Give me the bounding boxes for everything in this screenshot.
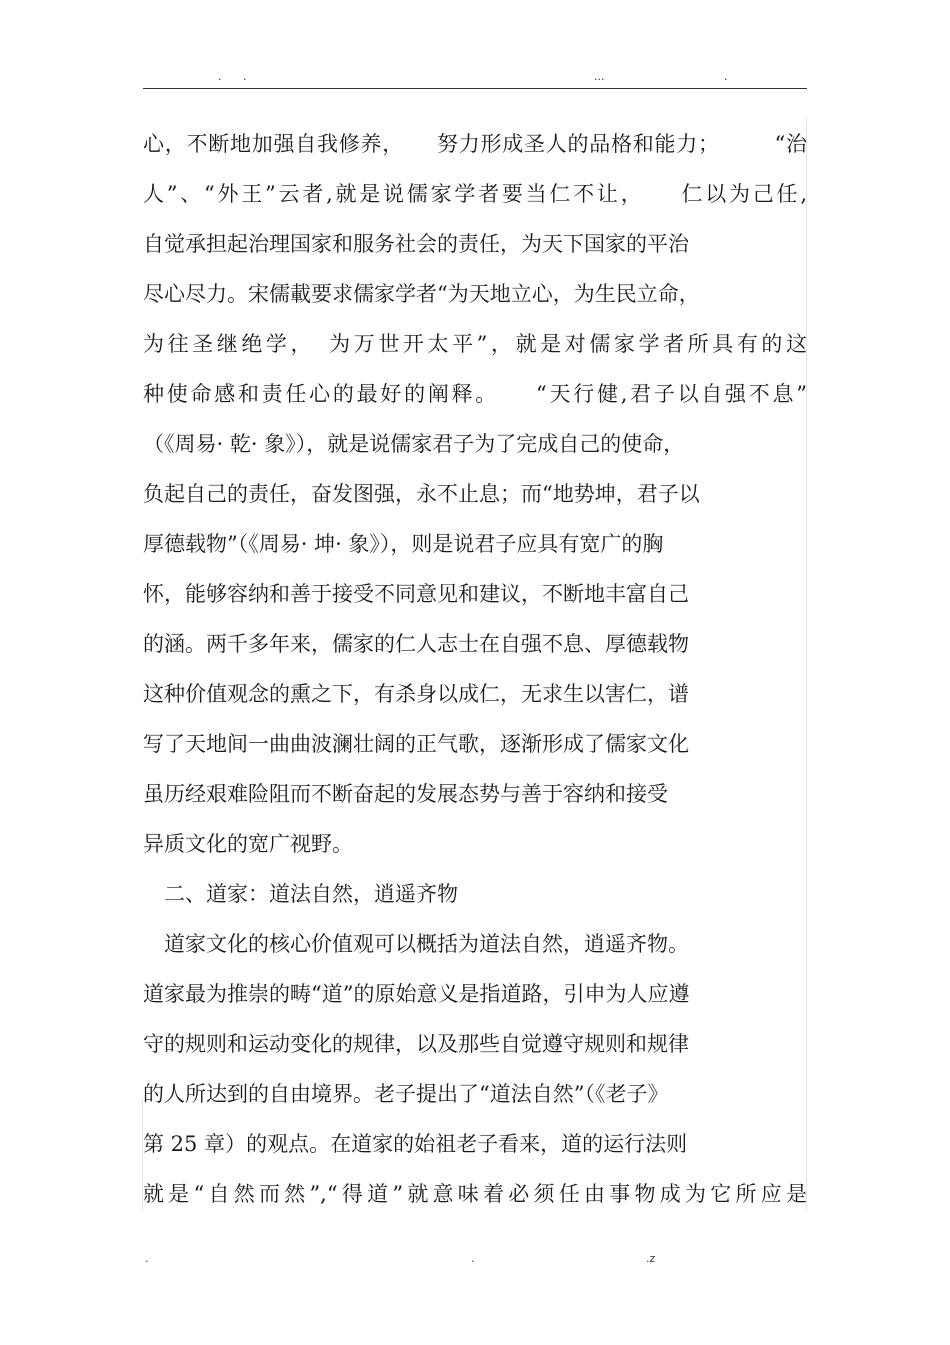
text-line: 自觉承担起治理国家和服务社会的责任，为天下国家的平治 <box>143 232 689 256</box>
header-mark: . <box>724 70 728 83</box>
text-line: 的涵。两千多年来，儒家的仁人志士在自强不息、厚德载物 <box>143 632 689 656</box>
text-line: 人”、“外王”云者,就是说儒家学者要当仁不让， 仁以为己任, <box>143 182 807 206</box>
section-heading: 二、道家：道法自然，逍遥齐物 <box>143 882 458 906</box>
text-line: 负起自己的责任，奋发图强，永不止息；而“地势坤，君子以 <box>143 482 700 506</box>
text-line: 心，不断地加强自我修养， 努力形成圣人的品格和能力； “治 <box>143 132 807 156</box>
text-line: （《周易· 乾· 象》），就是说儒家君子为了完成自己的使命， <box>143 432 685 456</box>
text-line: 的人所达到的自由境界。老子提出了“道法自然”（《老子》 <box>143 1082 669 1106</box>
footer-mark: . <box>471 1252 475 1265</box>
text-line: 虽历经艰难险阻而不断奋起的发展态势与善于容纳和接受 <box>143 782 668 806</box>
footer-mark: .z <box>646 1252 656 1265</box>
header-rule <box>143 88 807 89</box>
text-line: 守的规则和运动变化的规律，以及那些自觉遵守规则和规律 <box>143 1032 689 1056</box>
text-line: 尽心尽力。宋儒載要求儒家学者“为天地立心，为生民立命， <box>143 282 700 306</box>
text-line: 为往圣继绝学， 为万世开太平”，就是对儒家学者所具有的这 <box>143 332 807 356</box>
text-line: 厚德载物”（《周易· 坤· 象》），则是说君子应具有宽广的胸 <box>143 532 664 556</box>
text-line: 写了天地间一曲曲波澜壮阔的正气歌，逐渐形成了儒家文化 <box>143 732 689 756</box>
header-mark: . <box>218 70 222 83</box>
text-line: 这种价值观念的熏之下，有杀身以成仁，无求生以害仁，谱 <box>143 682 689 706</box>
text-line: 第 25 章）的观点。在道家的始祖老子看来，道的运行法则 <box>143 1132 688 1156</box>
text-line: 怀，能够容纳和善于接受不同意见和建议，不断地丰富自己 <box>143 582 689 606</box>
text-line: 就是“自然而然”,“得道”就意味着必须任由事物成为它所应是 <box>143 1182 807 1206</box>
document-body <box>143 119 807 1219</box>
text-line: 道家最为推崇的畴“道”的原始意义是指道路，引申为人应遵 <box>143 982 690 1006</box>
text-line: 种使命感和责任心的最好的阐释。 “天行健,君子以自强不息” <box>143 382 807 406</box>
footer-mark: . <box>145 1252 149 1265</box>
text-line: 道家文化的核心价值观可以概括为道法自然，逍遥齐物。 <box>143 932 689 956</box>
text-line: 异质文化的宽广视野。 <box>143 832 353 856</box>
header-mark: ... <box>594 70 605 83</box>
header-mark: . <box>243 70 247 83</box>
